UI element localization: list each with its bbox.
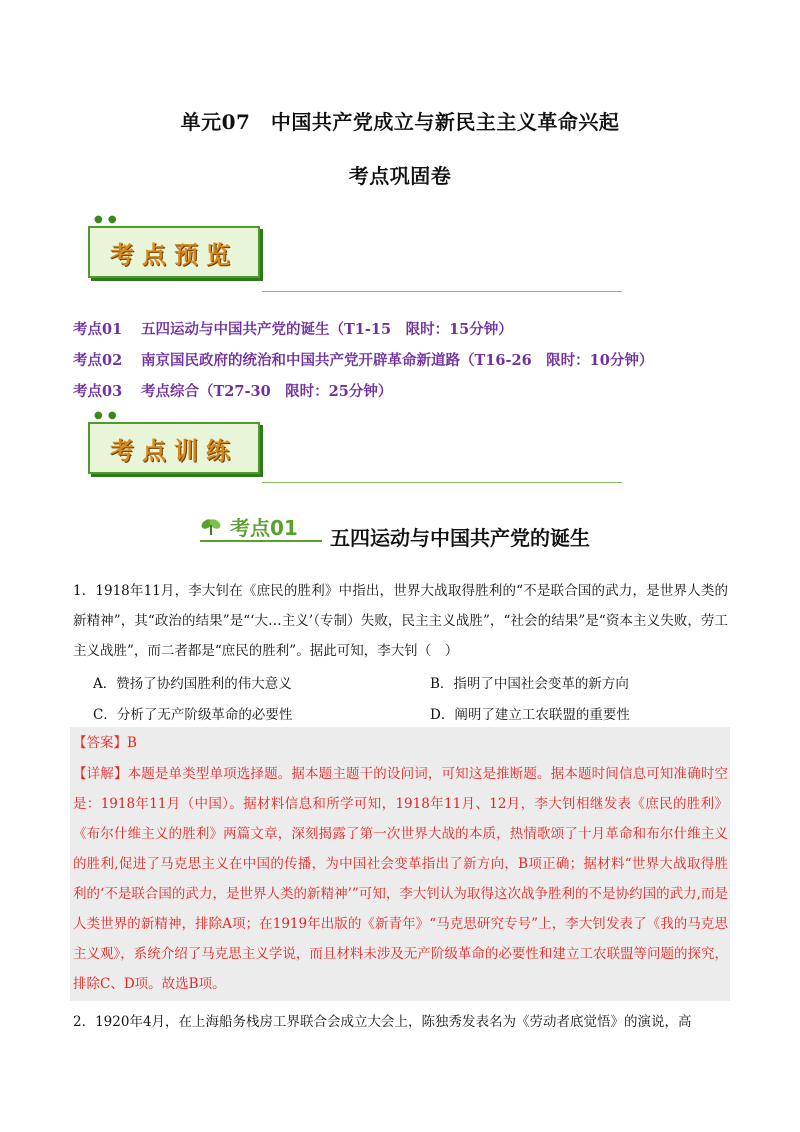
kaodian-list-item (73, 380, 392, 401)
option-c: C．分析了无产阶级革命的必要性 (93, 707, 293, 723)
option-d: D．阐明了建立工农联盟的重要性 (430, 707, 630, 723)
preview-banner (88, 214, 260, 278)
kaodian-text: 南京国民政府的统治和中国共产党开辟革命新道路（T16-26 限时：10分钟） (141, 352, 654, 369)
divider (262, 291, 622, 292)
section-badge-label: 考点01 (230, 516, 298, 540)
training-banner-label: 考点训练 (110, 436, 238, 465)
option-a: A．赞扬了协约国胜利的伟大意义 (93, 676, 292, 692)
kaodian-label: 考点02 (73, 352, 123, 369)
question-1-stem: 1．1918年11月，李大钊在《庶民的胜利》中指出，世界大战取得胜利的“不是联合国的武力，是世界人类的新精神”，其“政治的结果”是“‘大…主义’（专制）失败，民主主义战胜”，“社会的结果”是“资本主义失败，劳工主义战胜”，而二者都是“庶民的胜利”。据此可知，李大钊（ ） (73, 583, 728, 659)
section-badge (200, 512, 322, 542)
question-2-stem: 2．1920年4月，在上海船务栈房工界联合会成立大会上，陈独秀发表名为《劳动者底觉悟》的演说，高 (73, 1014, 692, 1030)
kaodian-label: 考点03 (73, 383, 123, 400)
leaf-dots-icon: ● ● (94, 214, 118, 225)
page-title: 单元07 中国共产党成立与新民主主义革命兴起 (180, 110, 620, 134)
section-title: 五四运动与中国共产党的诞生 (330, 526, 590, 550)
kaodian-label: 考点01 (73, 321, 123, 338)
kaodian-text: 五四运动与中国共产党的诞生（T1-15 限时：15分钟） (141, 321, 513, 338)
training-banner (88, 410, 260, 474)
kaodian-list-item (73, 349, 653, 370)
page-subtitle: 考点巩固卷 (348, 164, 452, 188)
answer: 【答案】B (73, 735, 137, 751)
section-underline (200, 540, 322, 542)
kaodian-list-item (73, 318, 513, 339)
answer-detail: 【详解】本题是单类型单项选择题。据本题主题干的设问词，可知这是推断题。据本题时间信息可知准确时空是：1918年11月（中国）。据材料信息和所学可知，1918年11月、12月，李大钊相继发表《庶民的胜利》《布尔什维主义的胜利》两篇文章，深刻揭露了第一次世界大战的本质，热情歌颂了十月革命和布尔什维主义的胜利,促进了马克思主义在中国的传播，为中国社会变革指出了新方向，B项正确；据材料“世界大战取得胜利的‘不是联合国的武力，是世界人类的新精神’”可知，李大钊认为取得这次战争胜利的不是协约国的武力,而是人类世界的新精神，排除A项；在1919年出版的《新青年》“马克思研究专号”上，李大钊发表了《我的马克思主义观》，系统介绍了马克思主义学说，而且材料未涉及无产阶级革命的必要性和建立工农联盟等问题的探究，排除C、D项。故选B项。 (73, 766, 728, 992)
kaodian-text: 考点综合（T27-30 限时：25分钟） (141, 383, 393, 400)
leaf-dots-icon: ● ● (94, 410, 118, 421)
divider (262, 482, 622, 483)
leaf-icon (200, 515, 222, 537)
option-b: B．指明了中国社会变革的新方向 (430, 676, 629, 692)
preview-banner-label: 考点预览 (110, 240, 238, 269)
